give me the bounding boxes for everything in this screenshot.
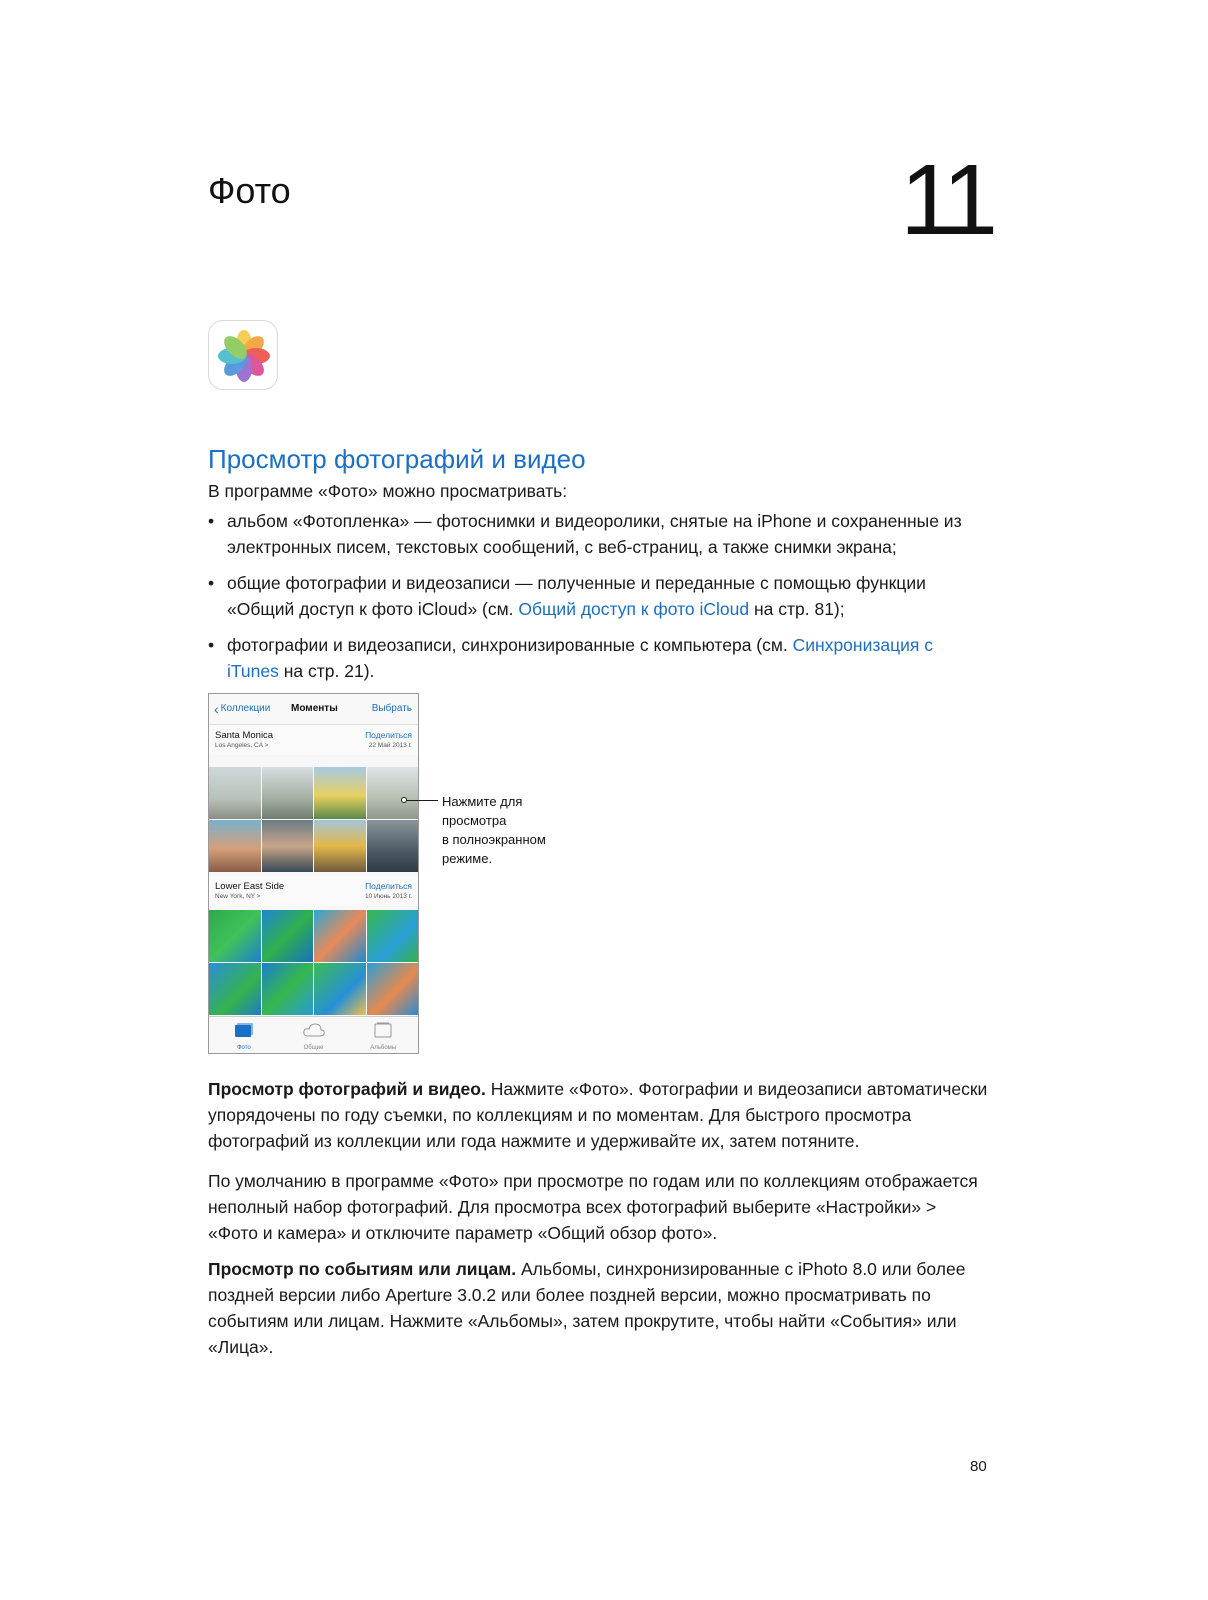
bullet-list bbox=[208, 508, 988, 694]
link-sync-itunes[interactable]: Синхронизация с iTunes bbox=[227, 635, 934, 681]
tab-bar bbox=[209, 1016, 418, 1053]
photo-thumbnail[interactable] bbox=[262, 963, 314, 1015]
photo-thumbnail[interactable] bbox=[314, 910, 366, 962]
tab-label: Общие bbox=[303, 1045, 324, 1051]
photo-thumbnail[interactable] bbox=[209, 767, 261, 819]
intro-text: В программе «Фото» можно просматривать: bbox=[208, 481, 568, 501]
chapter-number: 11 bbox=[900, 144, 992, 256]
section-heading: Просмотр фотографий и видео bbox=[208, 444, 586, 474]
moment-location[interactable]: New York, NY > bbox=[215, 893, 261, 900]
photo-thumbnail[interactable] bbox=[367, 767, 419, 819]
photo-thumbnail[interactable] bbox=[314, 767, 366, 819]
tab-label: Фото bbox=[236, 1045, 251, 1051]
photo-thumbnail[interactable] bbox=[262, 820, 314, 872]
moment-location[interactable]: Los Angeles, CA > bbox=[215, 742, 269, 749]
chevron-left-icon: ‹ bbox=[214, 700, 219, 717]
photos-app-icon bbox=[208, 320, 278, 390]
list-item bbox=[208, 632, 988, 684]
list-item-text: на стр. 21). bbox=[278, 661, 375, 681]
tab-photos[interactable] bbox=[209, 1017, 279, 1053]
photo-thumbnail[interactable] bbox=[262, 910, 314, 962]
photo-thumbnail[interactable] bbox=[367, 963, 419, 1015]
photos-tab-icon bbox=[232, 1022, 256, 1038]
paragraph-text: Альбомы, синхронизированные с iPhoto 8.0 или более поздней версии либо Aperture 3.0.2 или более поздней версии, можно просматривать по событиям или лицам. Нажмите «Альбомы», затем прокрутите, чтобы найти «События» или «Лица». bbox=[208, 1259, 966, 1357]
photo-grid bbox=[209, 910, 418, 1015]
photo-thumbnail[interactable] bbox=[209, 820, 261, 872]
chapter-title: Фото bbox=[208, 170, 291, 211]
moment-date: 10 Июнь 2013 г. bbox=[364, 893, 412, 900]
moment-header bbox=[209, 725, 418, 755]
list-item bbox=[208, 508, 988, 560]
callout-line bbox=[404, 800, 438, 801]
select-button[interactable]: Выбрать bbox=[371, 703, 412, 714]
callout-marker bbox=[401, 797, 407, 803]
phone-screenshot bbox=[208, 693, 419, 1054]
tab-label: Альбомы bbox=[370, 1045, 397, 1051]
page-number: 80 bbox=[970, 1458, 987, 1475]
moment-date: 22 Май 2013 г. bbox=[368, 742, 412, 749]
bullet-icon: • bbox=[208, 511, 215, 531]
bullet-icon: • bbox=[208, 635, 215, 655]
paragraph-view-photos bbox=[208, 1076, 988, 1154]
list-item-text: общие фотографии и видеозаписи — полученные и переданные с помощью функции «Общий доступ к фото iCloud» (см. bbox=[227, 573, 926, 619]
tab-albums[interactable] bbox=[348, 1017, 418, 1053]
cloud-tab-icon bbox=[302, 1022, 326, 1038]
back-button[interactable] bbox=[214, 700, 271, 717]
paragraph-text: По умолчанию в программе «Фото» при просмотре по годам или по коллекциям отображается неполный набор фотографий. Для просмотра всех фотографий выберите «Настройки» > «Фото и камера» и отключите параметр «Общий обзор фото». bbox=[208, 1171, 978, 1243]
moment-header bbox=[209, 876, 418, 906]
photo-thumbnail[interactable] bbox=[314, 963, 366, 1015]
back-label: Коллекции bbox=[220, 703, 271, 714]
photo-thumbnail[interactable] bbox=[367, 910, 419, 962]
photo-thumbnail[interactable] bbox=[209, 910, 261, 962]
list-item bbox=[208, 570, 988, 622]
bullet-icon: • bbox=[208, 573, 215, 593]
photo-thumbnail[interactable] bbox=[209, 963, 261, 1015]
paragraph-default-view bbox=[208, 1168, 988, 1246]
photo-grid bbox=[209, 767, 418, 872]
tab-shared[interactable] bbox=[279, 1017, 349, 1053]
link-icloud-photo-sharing[interactable]: Общий доступ к фото iCloud bbox=[518, 599, 750, 619]
list-item-text: альбом «Фотопленка» — фотоснимки и видеоролики, снятые на iPhone и сохраненные из электронных писем, текстовых сообщений, с веб-страниц, а также снимки экрана; bbox=[227, 511, 962, 557]
photo-thumbnail[interactable] bbox=[367, 820, 419, 872]
paragraph-lead: Просмотр фотографий и видео. bbox=[208, 1079, 486, 1099]
paragraph-lead: Просмотр по событиям или лицам. bbox=[208, 1259, 517, 1279]
nav-title: Моменты bbox=[291, 703, 338, 714]
moment-place: Lower East Side bbox=[215, 881, 285, 892]
albums-tab-icon bbox=[371, 1022, 395, 1038]
photo-thumbnail[interactable] bbox=[314, 820, 366, 872]
list-item-text: на стр. 81); bbox=[749, 599, 845, 619]
photo-thumbnail[interactable] bbox=[262, 767, 314, 819]
callout-text: Нажмите для просмотра в полноэкранном режиме. bbox=[442, 794, 546, 866]
moment-place: Santa Monica bbox=[215, 730, 274, 741]
list-item-text: фотографии и видеозаписи, синхронизированные с компьютера (см. bbox=[227, 635, 793, 655]
share-button[interactable]: Поделиться bbox=[365, 730, 412, 740]
nav-bar bbox=[209, 694, 418, 725]
share-button[interactable]: Поделиться bbox=[365, 881, 412, 891]
paragraph-text: Нажмите «Фото». Фотографии и видеозаписи автоматически упорядочены по году съемки, по коллекциям и по моментам. Для быстрого просмотра фотографий из коллекции или года нажмите и удерживайте их, затем потяните. bbox=[208, 1079, 988, 1151]
paragraph-events-faces bbox=[208, 1256, 988, 1360]
